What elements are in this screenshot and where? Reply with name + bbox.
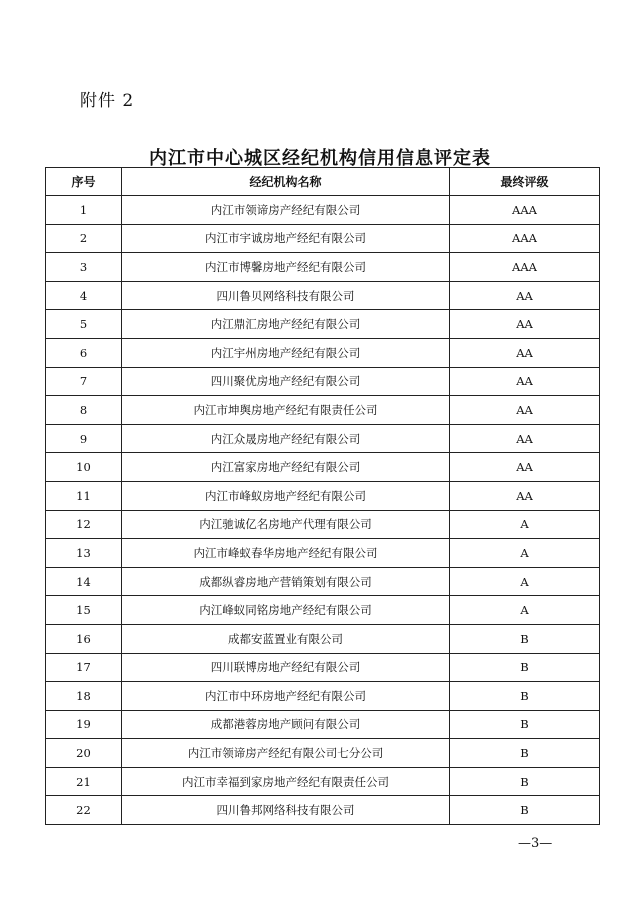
cell-agency-name: 内江富家房地产经纪有限公司 bbox=[122, 453, 450, 482]
cell-agency-name: 四川鲁邦网络科技有限公司 bbox=[122, 796, 450, 825]
document-title: 内江市中心城区经纪机构信用信息评定表 bbox=[149, 148, 491, 169]
cell-agency-name: 内江鼎汇房地产经纪有限公司 bbox=[122, 310, 450, 339]
table-row bbox=[46, 453, 600, 482]
table-row bbox=[46, 281, 600, 310]
table-row bbox=[46, 310, 600, 339]
cell-rating: B bbox=[450, 682, 600, 711]
cell-rating: B bbox=[450, 710, 600, 739]
cell-number: 18 bbox=[46, 682, 122, 711]
cell-number: 5 bbox=[46, 310, 122, 339]
cell-number: 13 bbox=[46, 539, 122, 568]
cell-rating: AA bbox=[450, 481, 600, 510]
cell-number: 4 bbox=[46, 281, 122, 310]
cell-rating: AA bbox=[450, 396, 600, 425]
cell-number: 9 bbox=[46, 424, 122, 453]
cell-number: 1 bbox=[46, 196, 122, 225]
cell-agency-name: 内江市峰蚁房地产经纪有限公司 bbox=[122, 481, 450, 510]
cell-number: 8 bbox=[46, 396, 122, 425]
cell-agency-name: 内江市领谛房产经纪有限公司七分公司 bbox=[122, 739, 450, 768]
cell-agency-name: 成都港蓉房地产顾问有限公司 bbox=[122, 710, 450, 739]
table-row bbox=[46, 481, 600, 510]
cell-number: 11 bbox=[46, 481, 122, 510]
table-row bbox=[46, 624, 600, 653]
cell-rating: A bbox=[450, 567, 600, 596]
cell-number: 20 bbox=[46, 739, 122, 768]
table-row bbox=[46, 567, 600, 596]
column-header-final-rating: 最终评级 bbox=[450, 168, 600, 196]
cell-number: 12 bbox=[46, 510, 122, 539]
cell-agency-name: 四川鲁贝网络科技有限公司 bbox=[122, 281, 450, 310]
cell-agency-name: 内江市幸福到家房地产经纪有限责任公司 bbox=[122, 767, 450, 796]
page-number: —3— bbox=[518, 836, 553, 851]
cell-number: 14 bbox=[46, 567, 122, 596]
cell-number: 10 bbox=[46, 453, 122, 482]
cell-agency-name: 四川联博房地产经纪有限公司 bbox=[122, 653, 450, 682]
cell-number: 22 bbox=[46, 796, 122, 825]
cell-agency-name: 四川聚优房地产经纪有限公司 bbox=[122, 367, 450, 396]
cell-rating: AAA bbox=[450, 253, 600, 282]
cell-rating: AA bbox=[450, 424, 600, 453]
cell-agency-name: 内江市领谛房产经纪有限公司 bbox=[122, 196, 450, 225]
table-row bbox=[46, 739, 600, 768]
cell-rating: AA bbox=[450, 453, 600, 482]
cell-number: 21 bbox=[46, 767, 122, 796]
table-body bbox=[46, 196, 600, 825]
cell-agency-name: 内江市坤舆房地产经纪有限责任公司 bbox=[122, 396, 450, 425]
table-row bbox=[46, 796, 600, 825]
cell-number: 19 bbox=[46, 710, 122, 739]
credit-rating-table bbox=[45, 167, 600, 825]
table-row bbox=[46, 682, 600, 711]
cell-agency-name: 内江驰诚亿名房地产代理有限公司 bbox=[122, 510, 450, 539]
cell-rating: A bbox=[450, 510, 600, 539]
cell-number: 2 bbox=[46, 224, 122, 253]
table-row bbox=[46, 367, 600, 396]
cell-rating: AA bbox=[450, 338, 600, 367]
cell-agency-name: 内江市峰蚁春华房地产经纪有限公司 bbox=[122, 539, 450, 568]
cell-rating: B bbox=[450, 624, 600, 653]
cell-rating: B bbox=[450, 767, 600, 796]
cell-number: 6 bbox=[46, 338, 122, 367]
table-row bbox=[46, 424, 600, 453]
cell-rating: AA bbox=[450, 367, 600, 396]
table-row bbox=[46, 710, 600, 739]
cell-agency-name: 成都安蓝置业有限公司 bbox=[122, 624, 450, 653]
cell-number: 7 bbox=[46, 367, 122, 396]
column-header-agency-name: 经纪机构名称 bbox=[122, 168, 450, 196]
attachment-label: 附件 2 bbox=[80, 91, 135, 111]
table-header-row bbox=[46, 168, 600, 196]
table-row bbox=[46, 253, 600, 282]
cell-agency-name: 内江市中环房地产经纪有限公司 bbox=[122, 682, 450, 711]
cell-agency-name: 内江市宇诚房地产经纪有限公司 bbox=[122, 224, 450, 253]
table-row bbox=[46, 224, 600, 253]
cell-rating: B bbox=[450, 653, 600, 682]
cell-rating: A bbox=[450, 539, 600, 568]
cell-agency-name: 成都纵睿房地产营销策划有限公司 bbox=[122, 567, 450, 596]
cell-rating: A bbox=[450, 596, 600, 625]
cell-rating: B bbox=[450, 796, 600, 825]
table-row bbox=[46, 338, 600, 367]
table-row bbox=[46, 539, 600, 568]
cell-agency-name: 内江众晟房地产经纪有限公司 bbox=[122, 424, 450, 453]
cell-number: 15 bbox=[46, 596, 122, 625]
cell-number: 3 bbox=[46, 253, 122, 282]
table-row bbox=[46, 653, 600, 682]
cell-agency-name: 内江宇州房地产经纪有限公司 bbox=[122, 338, 450, 367]
table-row bbox=[46, 767, 600, 796]
cell-number: 16 bbox=[46, 624, 122, 653]
table-row bbox=[46, 596, 600, 625]
cell-number: 17 bbox=[46, 653, 122, 682]
table-row bbox=[46, 396, 600, 425]
cell-rating: AAA bbox=[450, 196, 600, 225]
cell-rating: B bbox=[450, 739, 600, 768]
cell-rating: AAA bbox=[450, 224, 600, 253]
table-row bbox=[46, 196, 600, 225]
cell-agency-name: 内江峰蚁同铭房地产经纪有限公司 bbox=[122, 596, 450, 625]
column-header-number: 序号 bbox=[46, 168, 122, 196]
cell-rating: AA bbox=[450, 310, 600, 339]
cell-agency-name: 内江市博馨房地产经纪有限公司 bbox=[122, 253, 450, 282]
table-row bbox=[46, 510, 600, 539]
cell-rating: AA bbox=[450, 281, 600, 310]
